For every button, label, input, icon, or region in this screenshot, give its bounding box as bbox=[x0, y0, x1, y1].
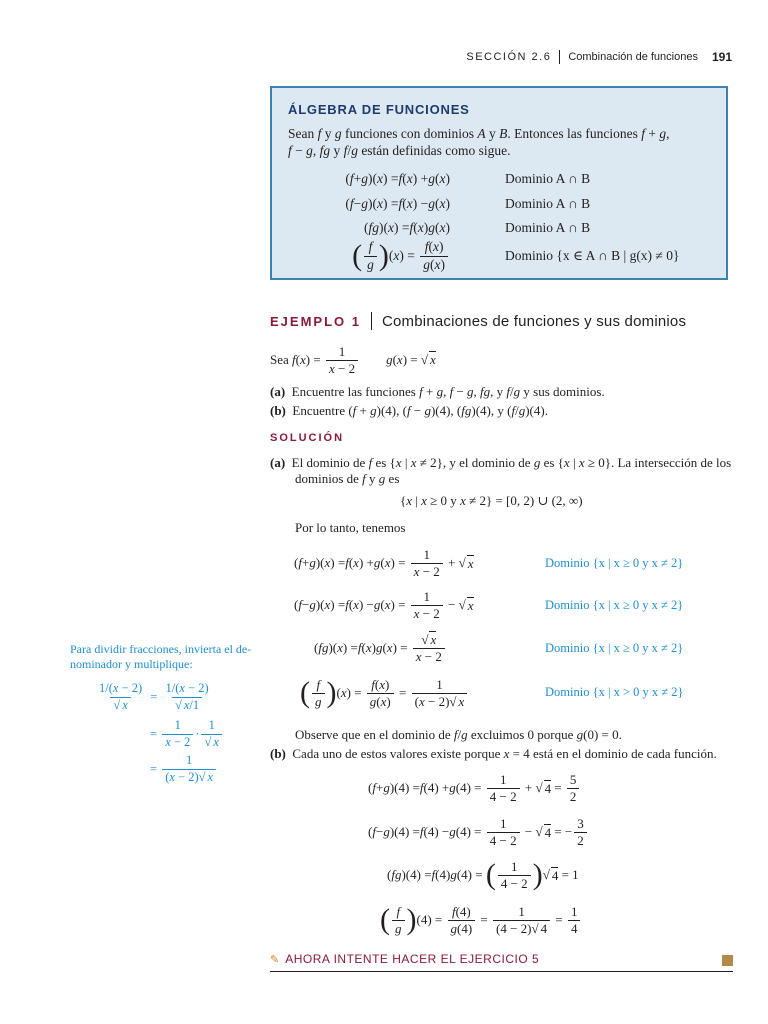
definition-box bbox=[270, 86, 728, 280]
solution-eq-quotient: ( $\frac{f}{g}$ ) ( x ) = $\frac{f(x)}{g(x)}$ = $\frac{1}{(x - 2)√ x}$ bbox=[300, 673, 469, 713]
section-number: SECCIÓN 2.6 bbox=[466, 51, 552, 63]
solution-b-quotient: ( $\frac{f}{g}$ ) (4) = $\frac{f(4)}{g(4)}$ = $\frac{1}{(4 - 2)√ 4}$ = $\frac{1}{4}$ bbox=[380, 900, 582, 940]
example-title: Combinaciones de funciones y sus dominios bbox=[381, 312, 687, 330]
side-note-eq-1: $\frac{1/(x - 2)}{√ x}$ = $\frac{1/(x - 2)}{√ x/1}$ bbox=[99, 681, 209, 712]
definition-formula-quotient: ( $\frac{f}{g}$ ) ( x ) = $\frac{f(x)}{g(x)}$ bbox=[352, 240, 450, 271]
solution-eq-product: ( fg )( x ) = f ( x ) g ( x ) = $\frac{√ x}{x - 2}$ bbox=[314, 629, 447, 667]
solution-b-difference: ( f − g )(4) = f (4) − g (4) = $\frac{1}{4 - 2}$ − √ 4 = − $\frac{3}{2}$ bbox=[368, 813, 589, 851]
definition-formula-sum: ( f + g )( x ) = f ( x ) + g ( x ) bbox=[345, 171, 450, 186]
pencil-icon: ✎ bbox=[270, 953, 280, 966]
definition-domain-quotient: Dominio {x ∈ A ∩ B | g(x) ≠ 0} bbox=[505, 248, 680, 263]
domain-quotient: Dominio {x | x > 0 y x ≠ 2} bbox=[545, 685, 684, 699]
side-note bbox=[70, 642, 251, 672]
solution-observe: Observe que en el dominio de f/g excluimos 0 porque g(0) = 0. bbox=[295, 727, 622, 742]
example-part-a: (a) Encuentre las funciones f + g, f − g, fg, y f/g y sus dominios. bbox=[270, 384, 605, 399]
solution-a-line-1: (a) El dominio de f es {x | x ≠ 2}, y el dominio de g es {x | x ≥ 0}. La intersección de los bbox=[270, 455, 732, 470]
practice-prompt[interactable] bbox=[270, 952, 539, 966]
solution-eq-sum: ( f + g )( x ) = f ( x ) + g ( x ) = $\frac{1}{x - 2}$ + √ x bbox=[294, 546, 474, 579]
domain-difference: Dominio {x | x ≥ 0 y x ≠ 2} bbox=[545, 598, 684, 612]
side-note-line-1: Para dividir fracciones, invierta el de- bbox=[70, 642, 252, 656]
domain-product: Dominio {x | x ≥ 0 y x ≠ 2} bbox=[545, 641, 684, 655]
definition-heading: ÁLGEBRA DE FUNCIONES bbox=[288, 102, 470, 117]
page-number: 191 bbox=[711, 50, 732, 64]
definition-formula-product: ( fg )( x ) = f ( x ) g ( x ) bbox=[363, 220, 450, 235]
solution-therefore: Por lo tanto, tenemos bbox=[295, 520, 406, 535]
definition-row-difference bbox=[272, 195, 728, 213]
solution-b-text: (b) Cada uno de estos valores existe porque x = 4 está en el dominio de cada función. bbox=[270, 746, 717, 761]
footer-rule bbox=[270, 971, 733, 972]
definition-row-quotient bbox=[272, 238, 728, 274]
domain-sum: Dominio {x | x ≥ 0 y x ≠ 2} bbox=[545, 556, 684, 570]
solution-eq-difference: ( f − g )( x ) = f ( x ) − g ( x ) = $\frac{1}{x - 2}$ − √ x bbox=[294, 588, 474, 621]
practice-prompt-text: AHORA INTENTE HACER EL EJERCICIO 5 bbox=[285, 952, 540, 966]
definition-domain-difference: Dominio A ∩ B bbox=[505, 196, 591, 211]
example-part-b: (b) Encuentre (f + g)(4), (f − g)(4), (fg)(4), y (f/g)(4). bbox=[270, 403, 548, 418]
definition-row-product bbox=[272, 219, 728, 237]
definition-row-sum bbox=[272, 170, 728, 188]
solution-a-line-2: dominios de f y g es bbox=[295, 471, 400, 486]
side-note-eq-3: = $\frac{1}{(x - 2)√ x}$ bbox=[150, 750, 218, 788]
solution-b-product: ( fg )(4) = f (4) g (4) = ( $\frac{1}{4 - 2}$ ) √ 4 = 1 bbox=[387, 858, 579, 891]
solution-intersection: {x | x ≥ 0 y x ≠ 2} = [0, 2) ∪ (2, ∞) bbox=[400, 493, 583, 508]
definition-intro-line-2: f − g, fg y f/g están definidas como sigue. bbox=[288, 143, 511, 158]
section-title: Combinación de funciones bbox=[568, 51, 698, 63]
part-b-letter: (b) bbox=[270, 403, 286, 418]
side-note-eq-2: = $\frac{1}{x - 2}$ · $\frac{1}{√ x}$ bbox=[150, 715, 224, 753]
definition-domain-product: Dominio A ∩ B bbox=[505, 220, 591, 235]
header-divider bbox=[559, 50, 560, 64]
definition-formula-difference: ( f − g )( x ) = f ( x ) − g ( x ) bbox=[345, 196, 450, 211]
example-heading bbox=[270, 312, 686, 330]
end-of-example-marker bbox=[722, 955, 733, 966]
solution-heading: SOLUCIÓN bbox=[270, 432, 345, 444]
definition-domain-sum: Dominio A ∩ B bbox=[505, 171, 591, 186]
definition-intro-line-1: Sean f y g funciones con dominios A y B. Entonces las funciones f + g, bbox=[288, 126, 670, 141]
example-label: EJEMPLO 1 bbox=[270, 313, 361, 329]
solution-b-sum: ( f + g )(4) = f (4) + g (4) = $\frac{1}{4 - 2}$ + √ 4 = $\frac{5}{2}$ bbox=[368, 769, 581, 807]
running-header bbox=[466, 50, 732, 64]
example-divider bbox=[371, 312, 372, 330]
part-a-letter: (a) bbox=[270, 384, 286, 399]
definition-intro bbox=[288, 125, 713, 159]
example-given: Sea f ( x ) = $\frac{1}{x - 2}$ g(x) = √ x bbox=[270, 344, 436, 376]
side-note-line-2: nominador y multiplique: bbox=[70, 657, 193, 671]
